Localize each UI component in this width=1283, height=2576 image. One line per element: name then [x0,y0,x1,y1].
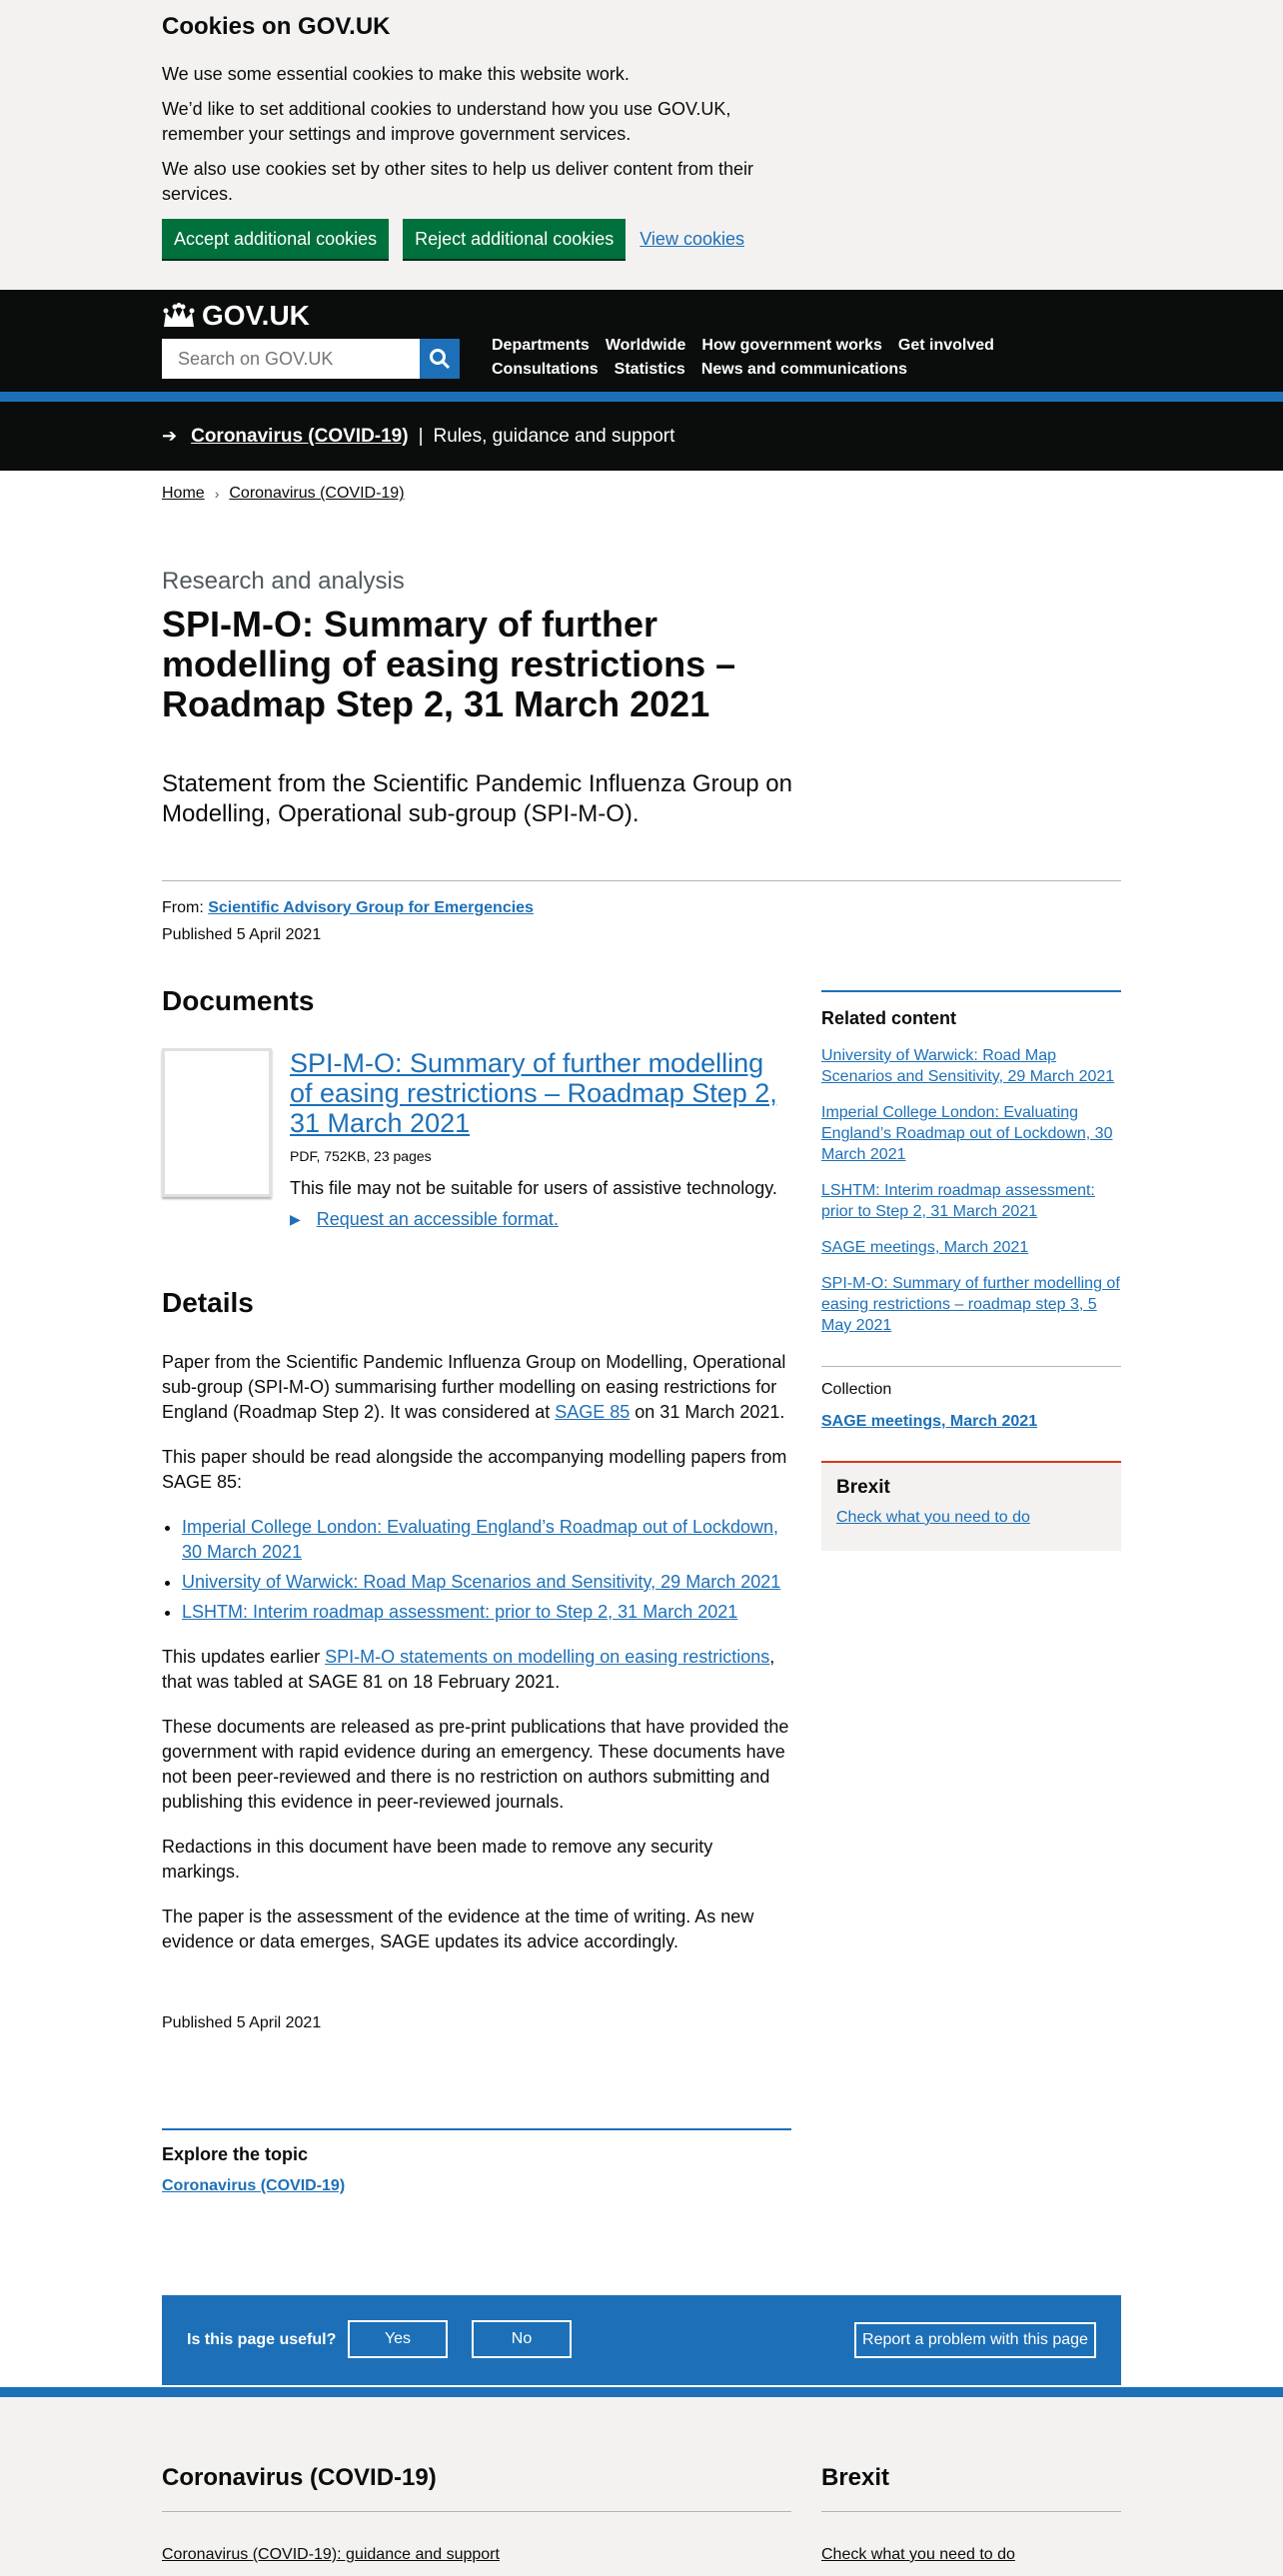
collection-label: Collection [821,1381,892,1398]
reject-cookies-button[interactable]: Reject additional cookies [403,219,626,259]
cookie-text-third-party: We also use cookies set by other sites to help us deliver content from their services. [162,159,753,204]
accompanying-papers-list [162,1515,791,1625]
list-item [182,1600,791,1625]
details-p3-text: This updates earlier [162,1647,326,1667]
feedback-yes-button[interactable]: Yes [348,2320,448,2358]
related-content [821,990,1121,1336]
details-paragraph-6: The paper is the assessment of the evidence at the time of writing. As new evidence or data emerges, SAGE updates its advice accordingly. [162,1907,754,1951]
details-paragraph-2: This paper should be read alongside the accompanying modelling papers from SAGE 85: [162,1447,787,1492]
attachment-details [290,1048,789,1230]
nav-departments[interactable]: Departments [492,337,590,354]
page-title-block [162,567,801,724]
spi-m-o-statements-link[interactable]: SPI-M-O statements on modelling on easing restrictions [325,1647,770,1667]
footer-column-coronavirus [162,2463,791,2564]
attachment-title-link[interactable]: SPI-M-O: Summary of further modelling of easing restrictions – Roadmap Step 2, 31 March 2021 [290,1048,777,1138]
related-link[interactable]: University of Warwick: Road Map Scenarios and Sensitivity, 29 March 2021 [821,1047,1115,1085]
document-thumbnail[interactable] [162,1048,272,1197]
nav-how-government-works[interactable]: How government works [701,337,882,354]
footer-brexit-heading: Brexit [821,2464,890,2491]
divider [821,2511,1121,2512]
feedback-question: Is this page useful? [187,2331,337,2348]
collection-link[interactable]: SAGE meetings, March 2021 [821,1413,1038,1430]
details-p3-end: , that was tabled at SAGE 81 on 18 February 2021. [162,1647,775,1692]
imperial-paper-link[interactable]: Imperial College London: Evaluating England’s Roadmap out of Lockdown, 30 March 2021 [182,1517,779,1562]
feedback-bar [162,2295,1121,2385]
details-paragraph-1 [162,1350,791,1425]
details-paragraph-5: Redactions in this document have been made to remove any security markings. [162,1837,713,1882]
divider [162,2511,791,2512]
chevron-right-icon: › [214,486,220,502]
related-link[interactable]: SPI-M-O: Summary of further modelling of easing restrictions – roadmap step 3, 5 May 2021 [821,1275,1120,1334]
details-heading: Details [162,1287,254,1318]
covid-banner-separator: | [418,425,424,447]
accept-cookies-button[interactable]: Accept additional cookies [162,219,389,259]
accessibility-note: This file may not be suitable for users of assistive technology. [290,1178,777,1198]
footer-coronavirus-heading: Coronavirus (COVID-19) [162,2464,437,2491]
related-content-heading: Related content [821,1008,957,1028]
brexit-link[interactable]: Check what you need to do [836,1509,1030,1526]
request-accessible-format[interactable] [290,1209,789,1230]
covid-banner-link[interactable]: Coronavirus (COVID-19) [191,425,409,447]
report-problem-button[interactable]: Report a problem with this page [854,2322,1096,2358]
details-paragraph-4: These documents are released as pre-print publications that have provided the government with rapid evidence during an emergency. These documents have not been peer-reviewed and there is no restriction on authors submitting and publishing this evidence in peer-reviewed journals. [162,1717,789,1812]
details-p1-text: Paper from the Scientific Pandemic Influenza Group on Modelling, Operational sub-group (SPI-M-O) summarising further modelling on easing restrictions for England (Roadmap Step 2). It was considered at [162,1352,786,1422]
explore-heading: Explore the topic [162,2144,309,2164]
page-lead: Statement from the Scientific Pandemic Influenza Group on Modelling, Operational sub-group (SPI-M-O). [162,770,792,827]
details-paragraph-3 [162,1645,791,1695]
details-p1-end: on 31 March 2021. [630,1402,785,1422]
covid-banner-text: Rules, guidance and support [433,425,675,447]
list-item [182,1515,791,1565]
attachment [162,1048,791,1258]
footer-brexit-link[interactable]: Check what you need to do [821,2546,1015,2563]
brexit-callout [821,1461,1121,1551]
page-metadata [162,894,534,948]
page-title: SPI-M-O: Summary of further modelling of easing restrictions – Roadmap Step 2, 31 March 2021 [162,604,736,724]
nav-worldwide[interactable]: Worldwide [605,337,686,354]
details-published-date: Published 5 April 2021 [162,2014,322,2031]
view-cookies-link[interactable]: View cookies [640,228,744,249]
page-caption: Research and analysis [162,568,405,595]
nav-statistics[interactable]: Statistics [614,361,685,378]
attachment-metadata: PDF, 752KB, 23 pages [290,1148,432,1164]
details-section [162,1286,791,2032]
cookie-text-essential: We use some essential cookies to make this website work. [162,64,630,84]
warwick-paper-link[interactable]: University of Warwick: Road Map Scenarios and Sensitivity, 29 March 2021 [182,1572,781,1592]
main-content [162,984,791,2032]
explore-topic-link[interactable]: Coronavirus (COVID-19) [162,2177,346,2194]
list-item [182,1570,791,1595]
collection [821,1366,1121,1431]
footer-coronavirus-link[interactable]: Coronavirus (COVID-19): guidance and support [162,2546,500,2563]
footer-column-brexit [821,2463,1121,2564]
nav-news-and-communications[interactable]: News and communications [700,361,908,378]
published-date: Published 5 April 2021 [162,926,322,943]
related-link[interactable]: LSHTM: Interim roadmap assessment: prior to Step 2, 31 March 2021 [821,1182,1095,1220]
arrow-right-icon: ➔ [162,426,178,446]
request-accessible-format-link[interactable]: Request an accessible format. [316,1209,559,1229]
related-link[interactable]: SAGE meetings, March 2021 [821,1239,1029,1256]
documents-heading: Documents [162,985,315,1016]
from-org-link[interactable]: Scientific Advisory Group for Emergencies [208,899,534,916]
cookie-text-additional: We’d like to set additional cookies to understand how you use GOV.UK, remember your settings and improve government services. [162,99,731,144]
breadcrumb [162,485,405,503]
logo-text: GOV.UK [202,300,310,331]
divider [162,880,1121,881]
breadcrumb-coronavirus[interactable]: Coronavirus (COVID-19) [229,485,405,502]
explore-topic [162,2128,791,2195]
triangle-right-icon: ▶ [290,1211,301,1227]
sidebar [821,990,1121,1551]
cookie-title: Cookies on GOV.UK [162,13,391,40]
feedback-no-button[interactable]: No [472,2320,572,2358]
related-link[interactable]: Imperial College London: Evaluating England’s Roadmap out of Lockdown, 30 March 2021 [821,1104,1113,1163]
nav-get-involved[interactable]: Get involved [897,337,994,354]
nav-consultations[interactable]: Consultations [492,361,599,378]
lshtm-paper-link[interactable]: LSHTM: Interim roadmap assessment: prior to Step 2, 31 March 2021 [182,1602,738,1622]
from-label: From: [162,899,204,916]
breadcrumb-home[interactable]: Home [162,485,205,502]
brexit-heading: Brexit [836,1477,890,1498]
sage-85-link[interactable]: SAGE 85 [555,1402,631,1422]
footer [0,2387,1283,2576]
